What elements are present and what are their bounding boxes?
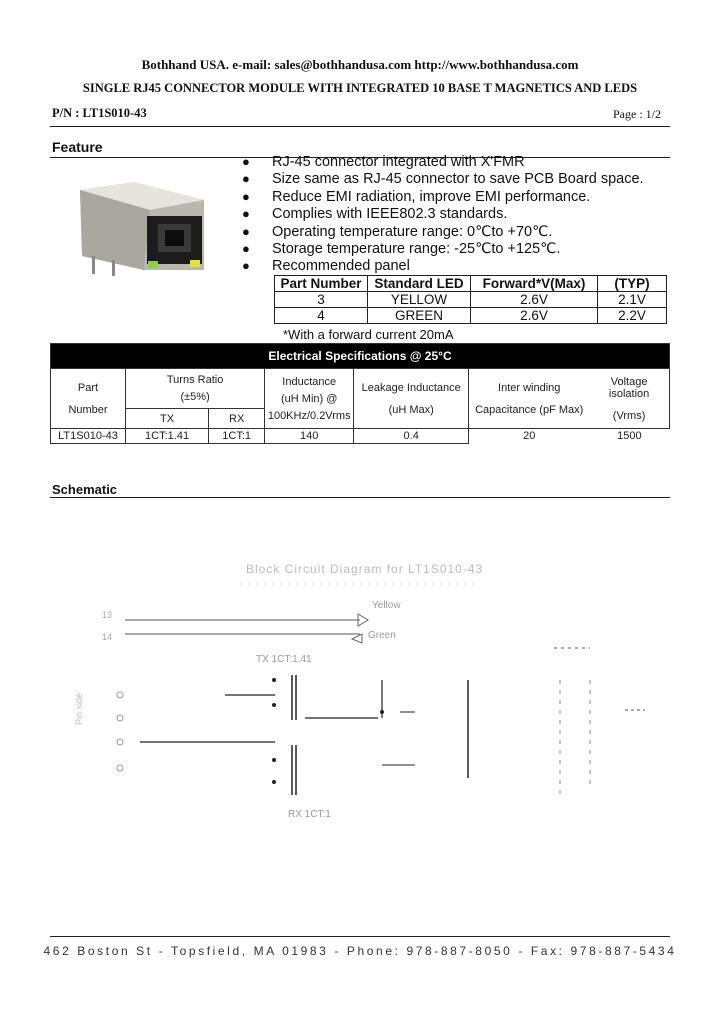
part-number-header: Part Number — [51, 369, 126, 429]
bullet-icon: ● — [242, 154, 250, 169]
footer-address: 462 Boston St - Topsfield, MA 01983 - Phone: 978-887-8050 - Fax: 978-887-5434 — [43, 944, 677, 958]
svg-text:Pin side: Pin side — [74, 692, 84, 725]
table-header-row — [275, 276, 667, 292]
column-header: (TYP) — [598, 276, 667, 292]
tx-transformer-label: TX 1CT:1.41 — [256, 654, 312, 665]
led-forward-current-note: *With a forward current 20mA — [283, 327, 454, 342]
company-contact-line: Bothhand USA. e-mail: sales@bothhandusa.com http://www.bothhandusa.com — [141, 57, 579, 72]
list-item: ● Complies with IEEE802.3 standards. — [242, 206, 508, 223]
table-cell: GREEN — [368, 308, 471, 324]
electrical-spec-table — [50, 343, 670, 444]
table-cell: 3 — [275, 292, 368, 308]
header-divider — [50, 126, 670, 127]
table-cell: 1CT:1 — [209, 429, 265, 444]
svg-text:14: 14 — [102, 632, 113, 642]
list-item: ● Storage temperature range: -25℃to +125℃. — [242, 240, 561, 257]
electrical-spec-title: Electrical Specifications @ 25°C — [51, 344, 670, 369]
table-cell: 2.1V — [598, 292, 667, 308]
table-cell: 2.6V — [471, 292, 598, 308]
bullet-icon: ● — [242, 171, 250, 187]
rx-header: RX — [209, 409, 265, 429]
table-cell: 2.2V — [598, 308, 667, 324]
tx-header: TX — [126, 409, 209, 429]
document-subtitle: SINGLE RJ45 CONNECTOR MODULE WITH INTEGRATED 10 BASE T MAGNETICS AND LEDS — [82, 81, 638, 95]
table-cell: 4 — [275, 308, 368, 324]
list-item: ● Recommended panel — [242, 258, 410, 275]
leakage-inductance-header: Leakage Inductance (uH Max) — [354, 369, 469, 429]
turns-ratio-header: Turns Ratio (±5%) — [126, 369, 265, 409]
table-cell: 0.4 — [354, 429, 469, 444]
list-item: ● Size same as RJ-45 connector to save PCB Board space. — [242, 171, 644, 188]
led-table — [274, 275, 667, 324]
column-header: Standard LED — [368, 276, 471, 292]
bullet-icon: ● — [242, 258, 250, 274]
capacitance-header: Inter winding Capacitance (pF Max) — [469, 369, 590, 429]
schematic-divider — [50, 497, 670, 498]
table-cell: 2.6V — [471, 308, 598, 324]
table-cell: 1CT:1.41 — [126, 429, 209, 444]
voltage-isolation-header: Voltage isolation (Vrms) — [589, 369, 669, 429]
schematic-diagram — [60, 550, 660, 830]
page-indicator: Page : 1/2 — [613, 107, 661, 121]
table-row — [275, 308, 667, 324]
led-yellow-label: Yellow — [372, 600, 401, 611]
bullet-icon: ● — [242, 240, 250, 256]
column-header: Forward*V(Max) — [471, 276, 598, 292]
table-cell: 1500 — [617, 430, 642, 443]
bullet-icon: ● — [242, 188, 250, 204]
bullet-icon: ● — [242, 223, 250, 239]
rx-transformer-label: RX 1CT:1 — [288, 809, 331, 820]
bullet-icon: ● — [242, 206, 250, 222]
diagram-title: Block Circuit Diagram for LT1S010-43 — [246, 562, 484, 576]
list-item: ● Operating temperature range: 0℃to +70℃. — [242, 223, 553, 240]
table-cell: YELLOW — [368, 292, 471, 308]
rj45-connector-image — [72, 178, 212, 278]
svg-text:13: 13 — [102, 610, 113, 620]
table-cell: LT1S010-43 — [51, 429, 126, 444]
table-cell: 20 — [523, 430, 536, 443]
schematic-heading: Schematic — [52, 482, 118, 497]
part-number: P/N : LT1S010-43 — [52, 106, 147, 120]
feature-heading: Feature — [52, 139, 103, 155]
led-green-label: Green — [368, 630, 396, 641]
column-header: Part Number — [275, 276, 368, 292]
list-item: ● Reduce EMI radiation, improve EMI performance. — [242, 188, 591, 205]
table-cell: 140 — [265, 429, 354, 444]
feature-list — [242, 153, 682, 275]
footer-divider — [50, 936, 670, 937]
inductance-header: Inductance (uH Min) @ 100KHz/0.2Vrms — [265, 369, 354, 429]
table-row — [275, 292, 667, 308]
list-item: ● RJ-45 connector integrated with X'FMR — [242, 154, 525, 170]
